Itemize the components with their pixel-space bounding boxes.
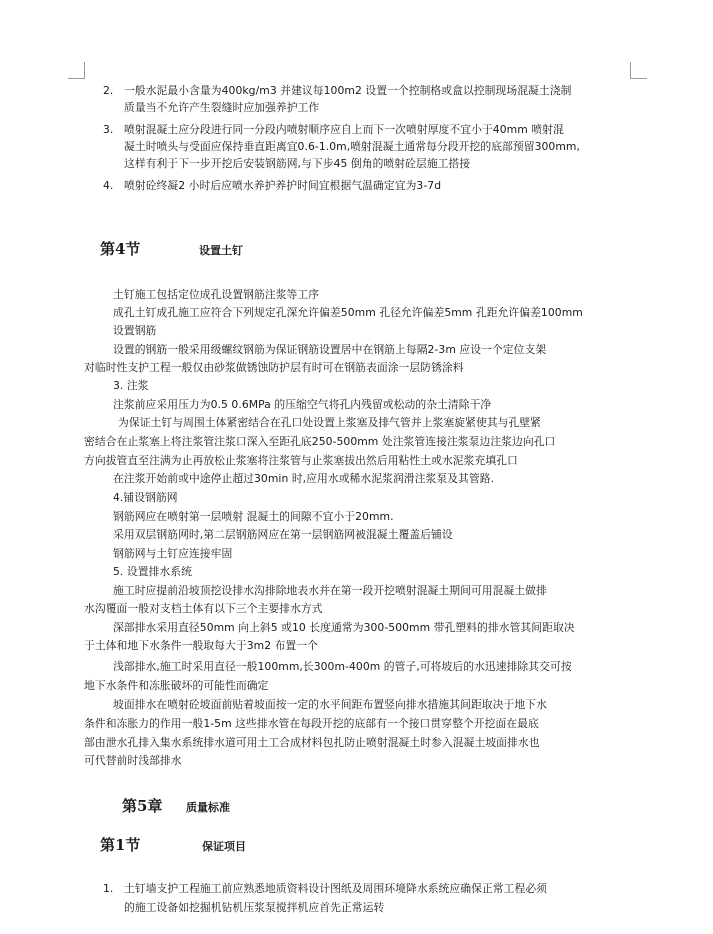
- list-item-line: 质量当不允许产生裂缝时应加强养护工作: [124, 101, 320, 114]
- body-line: 在注浆开始前或中途停止超过30min 时,应用水或稀水泥浆润滑注浆泵及其管路.: [113, 472, 495, 485]
- section-number: 第4节: [100, 240, 141, 258]
- body-line: 于土体和地下水条件一般取每大于3m2 布置一个: [84, 639, 318, 652]
- section-number: 第1节: [100, 836, 141, 854]
- section-title: 保证项目: [202, 840, 246, 853]
- body-line: 5. 设置排水系统: [113, 565, 192, 578]
- body-line: 密结合在止浆塞上将注浆管注浆口深入至距孔底250-500mm 处注浆管连接注浆泵边注浆边向孔口: [84, 435, 556, 448]
- body-line: 坡面排水在喷射砼坡面前贴着坡面按一定的水平间距布置竖向排水措施其间距取决于地下水: [113, 698, 547, 711]
- list-item-line: 一般水泥最小含量为400kg/m3 并建议每100m2 设置一个控制格或盒以控制现场混凝土浇制: [124, 84, 572, 97]
- body-line: 部由泄水孔排入集水系统排水道可用土工合成材料包扎防止喷射混凝土时参入混凝土坡面排水也: [84, 736, 540, 749]
- body-line: 条件和冻胀力的作用一般1-5m 这些排水管在每段开挖的底部有一个接口贯穿整个开挖面在最底: [84, 717, 539, 730]
- chapter-title: 质量标准: [186, 801, 230, 814]
- list-item-line: 凝土时喷头与受面应保持垂直距离宜0.6-1.0m,喷射混凝土通常每分段开挖的底部预留300mm,: [124, 140, 580, 153]
- body-line: 注浆前应采用压力为0.5 0.6MPa 的压缩空气将孔内残留或松动的杂土清除干净: [113, 398, 492, 411]
- list-item-line: 这样有利于下一步开挖后安装钢筋网,与下步45 倒角的喷射砼层施工搭接: [124, 157, 471, 170]
- body-line: 对临时性支护工程一般仅由砂浆做锈蚀防护层有时可在钢筋表面涂一层防锈涂料: [84, 361, 464, 374]
- body-line: 深部排水采用直径50mm 向上斜5 或10 长度通常为300-500mm 带孔塑料的排水管其间距取决: [113, 621, 575, 634]
- body-line: 成孔土钉成孔施工应符合下列规定孔深允许偏差50mm 孔径允许偏差5mm 孔距允许偏差100mm: [113, 306, 583, 319]
- list-number: 4.: [103, 179, 114, 192]
- page-corner-mark-top-left: [68, 62, 85, 79]
- body-line: 方向拔管直至注满为止再放松止浆塞将注浆管与止浆塞拔出然后用粘性土或水泥浆充填孔口: [84, 454, 518, 467]
- body-line: 设置的钢筋一般采用级螺纹钢筋为保证钢筋设置居中在钢筋上每隔2-3m 应设一个定位支架: [113, 343, 547, 356]
- list-item-line: 喷射混凝土应分段进行同一分段内喷射顺序应自上而下一次喷射厚度不宜小于40mm 喷射混: [124, 123, 564, 136]
- list-number: 2.: [103, 84, 114, 97]
- page-corner-mark-top-right: [630, 62, 647, 79]
- body-line: 施工时应提前沿坡顶挖设排水沟排除地表水并在第一段开挖喷射混凝土期间可用混凝土做排: [113, 584, 547, 597]
- body-line: 设置钢筋: [113, 324, 157, 337]
- list-item-line: 喷射砼终凝2 小时后应喷水养护养护时间宜根据气温确定宜为3-7d: [124, 179, 442, 192]
- body-line: 浅部排水,施工时采用直径一般100mm,长300m-400m 的管子,可将坡后的水迅速排除其交可按: [113, 660, 572, 673]
- list-item-line: 的施工设备如挖掘机钻机压浆泵搅拌机应首先正常运转: [124, 901, 385, 914]
- body-line: 为保证土钉与周围土体紧密结合在孔口处设置上浆塞及排气管并上浆塞旋紧使其与孔壁紧: [118, 416, 542, 429]
- section-title: 设置土钉: [199, 244, 243, 257]
- body-line: 钢筋网与土钉应连接牢固: [113, 547, 233, 560]
- body-line: 4.铺设钢筋网: [113, 491, 178, 504]
- body-line: 钢筋网应在喷射第一层喷射 混凝土的间隙不宜小于20mm.: [113, 510, 394, 523]
- body-line: 土钉施工包括定位成孔设置钢筋注浆等工序: [113, 288, 320, 301]
- body-line: 水沟覆面一般对支档土体有以下三个主要排水方式: [84, 602, 323, 615]
- body-line: 地下水条件和冻胀破坏的可能性而确定: [84, 679, 269, 692]
- body-line: 采用双层钢筋网时,第二层钢筋网应在第一层钢筋网被混凝土覆盖后铺设: [113, 528, 453, 541]
- body-line: 可代替前时浅部排水: [84, 754, 182, 767]
- chapter-number: 第5章: [122, 797, 163, 815]
- list-number: 1.: [103, 882, 114, 895]
- list-item-line: 土钉墙支护工程施工前应熟悉地质资料设计图纸及周围环境降水系统应确保正常工程必须: [124, 882, 548, 895]
- body-line: 3. 注浆: [113, 379, 149, 392]
- list-number: 3.: [103, 123, 114, 136]
